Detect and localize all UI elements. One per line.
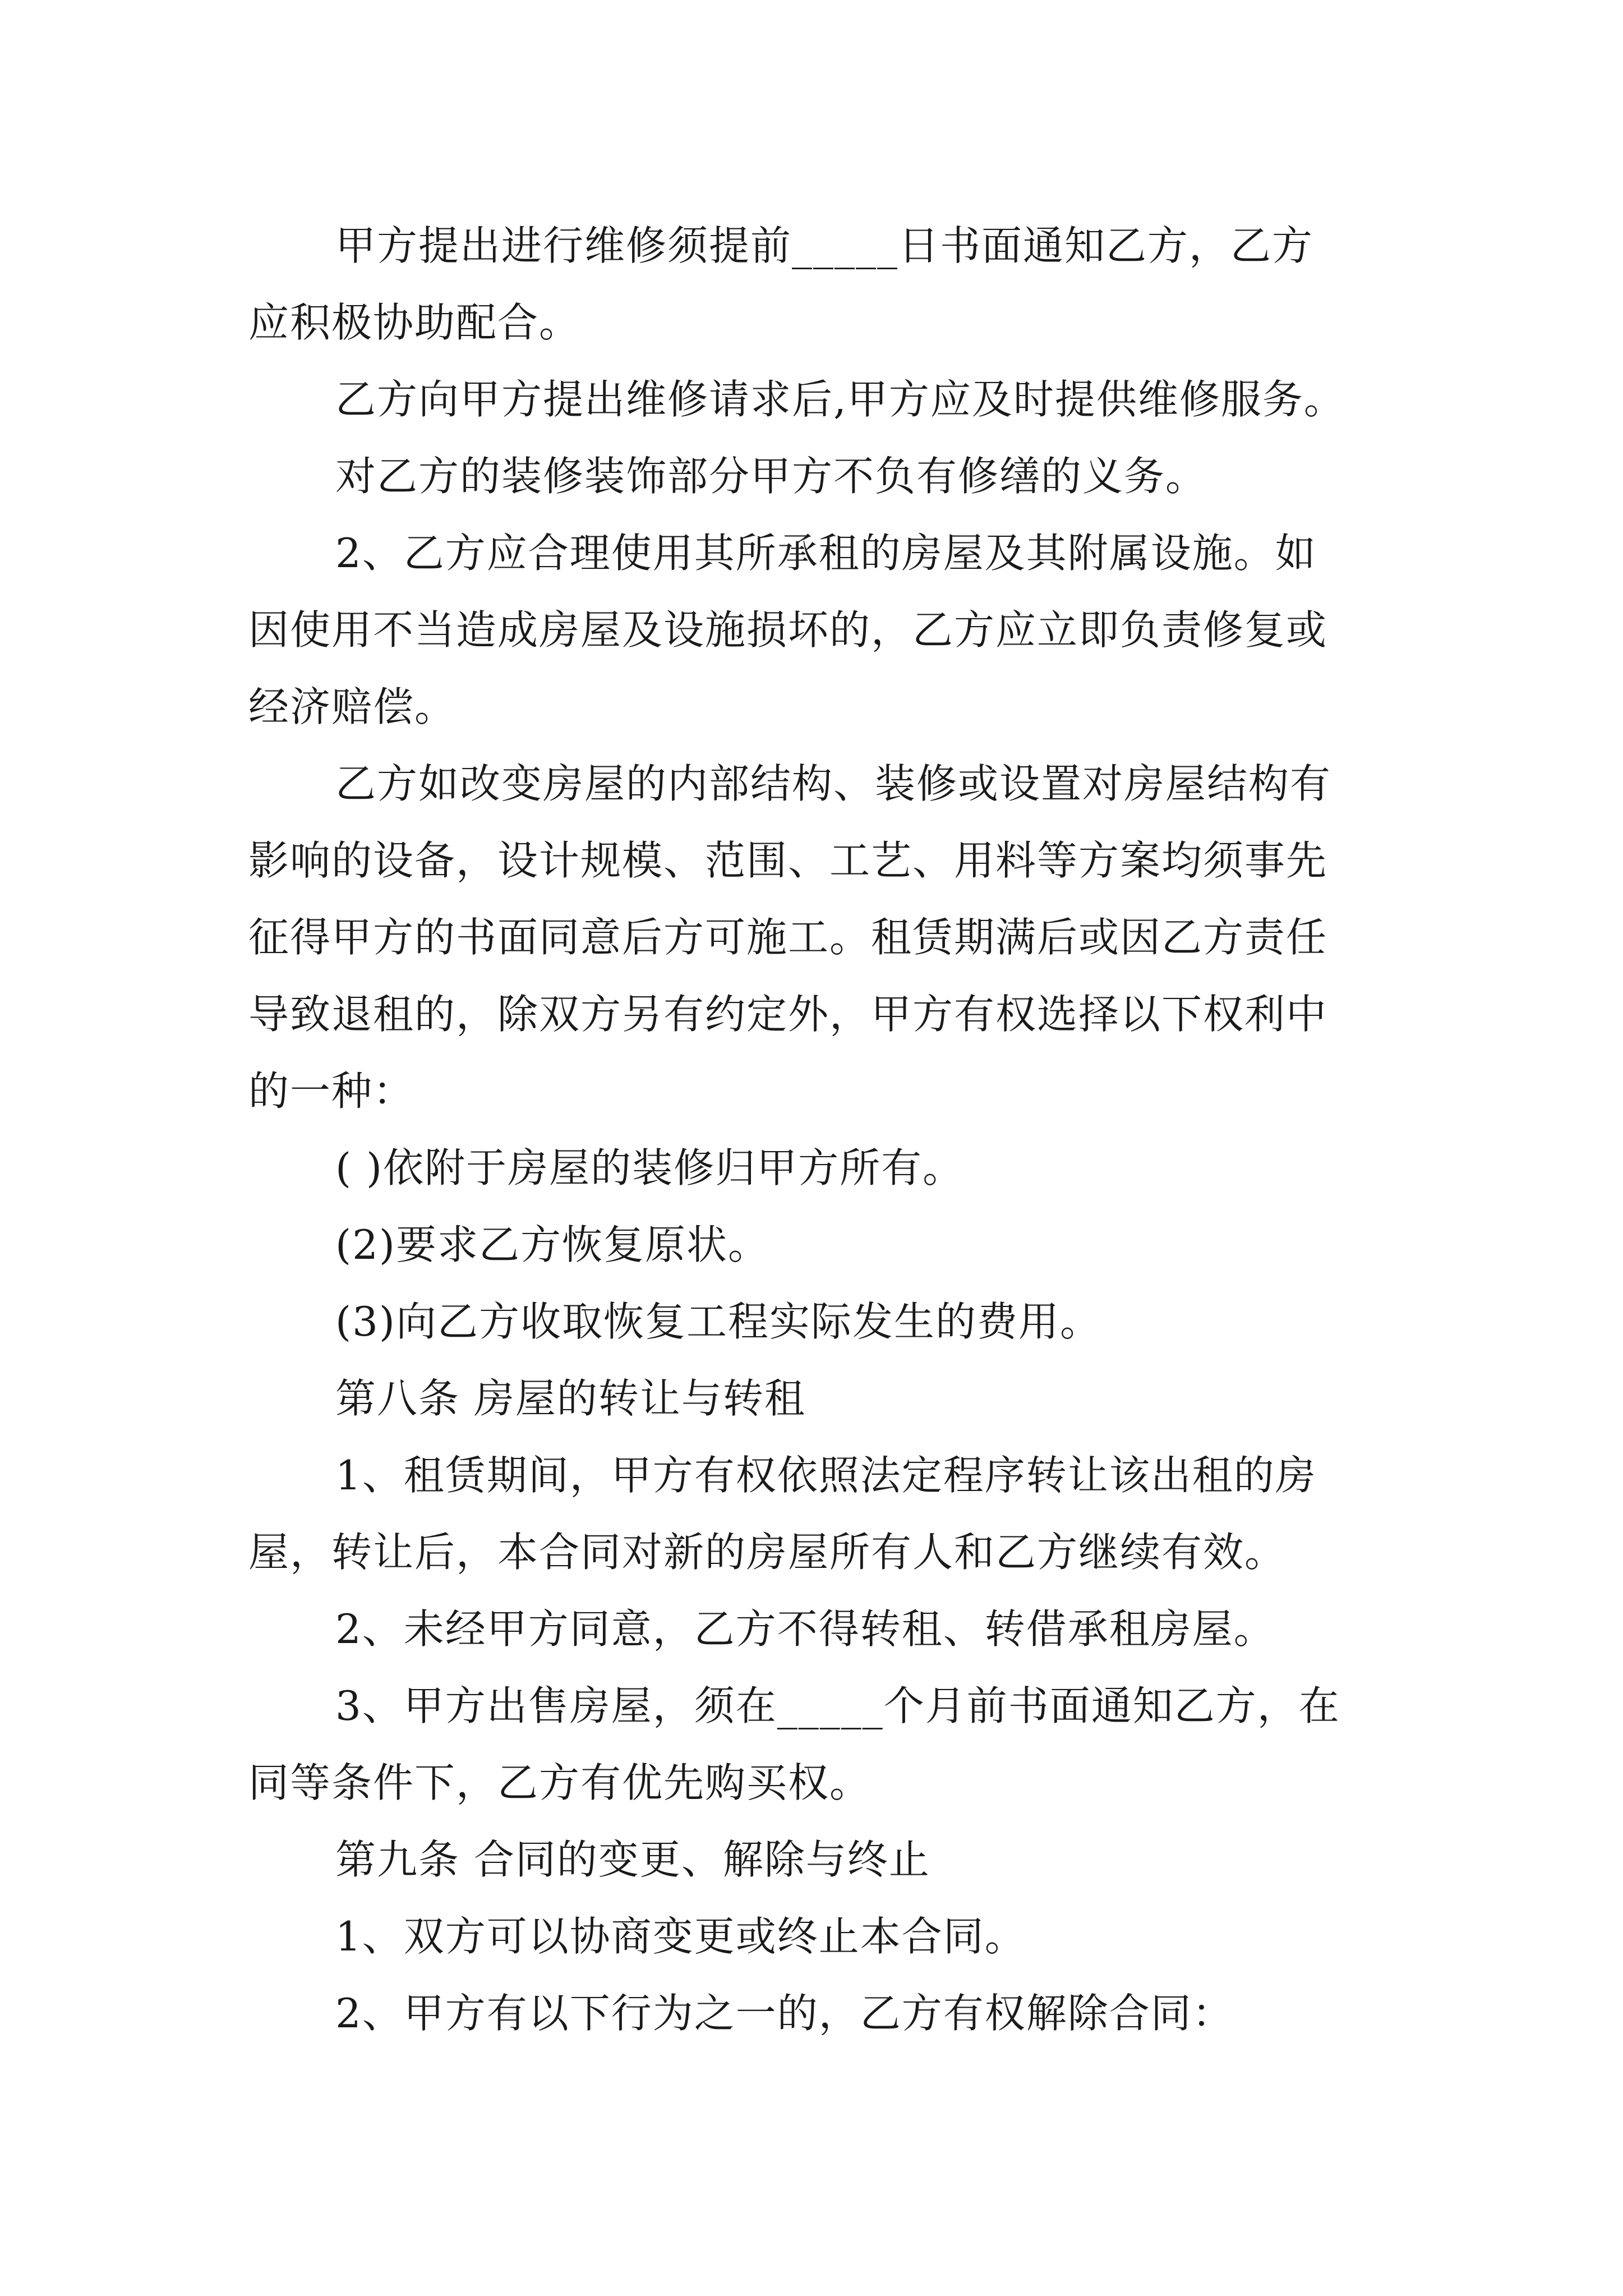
text-line: 征得甲方的书面同意后方可施工。租赁期满后或因乙方责任 bbox=[248, 914, 1328, 961]
text-line: 乙方向甲方提出维修请求后,甲方应及时提供维修服务。 bbox=[335, 376, 1345, 423]
text-line: 2、未经甲方同意，乙方不得转租、转借承租房屋。 bbox=[335, 1605, 1275, 1653]
text-line: ( )依附于房屋的装修归甲方所有。 bbox=[335, 1144, 965, 1191]
section-heading: 第八条 房屋的转让与转租 bbox=[335, 1375, 806, 1422]
text-line: 经济赔偿。 bbox=[248, 683, 457, 730]
text-line: 1、双方可以协商变更或终止本合同。 bbox=[335, 1913, 1026, 1960]
document-body bbox=[248, 208, 1415, 2052]
text-line: 影响的设备，设计规模、范围、工艺、用料等方案均须事先 bbox=[248, 837, 1328, 884]
text-line: 1、租赁期间，甲方有权依照法定程序转让该出租的房 bbox=[335, 1452, 1317, 1499]
text-line: 因使用不当造成房屋及设施损坏的，乙方应立即负责修复或 bbox=[248, 606, 1328, 654]
text-line: 屋，转让后，本合同对新的房屋所有人和乙方继续有效。 bbox=[248, 1529, 1287, 1576]
text-line: 的一种： bbox=[248, 1068, 415, 1115]
text-line: 应积极协助配合。 bbox=[248, 299, 581, 346]
text-line: (2)要求乙方恢复原状。 bbox=[335, 1221, 769, 1268]
text-line: 对乙方的装修装饰部分甲方不负有修缮的义务。 bbox=[335, 453, 1207, 500]
text-line: 2、乙方应合理使用其所承租的房屋及其附属设施。如 bbox=[335, 530, 1317, 577]
text-line: (3)向乙方收取恢复工程实际发生的费用。 bbox=[335, 1298, 1101, 1345]
text-line: 3、甲方出售房屋，须在_____个月前书面通知乙方，在 bbox=[335, 1682, 1340, 1729]
text-line: 甲方提出进行维修须提前_____日书面通知乙方，乙方 bbox=[335, 222, 1314, 269]
text-line: 同等条件下，乙方有优先购买权。 bbox=[248, 1759, 872, 1806]
text-line: 乙方如改变房屋的内部结构、装修或设置对房屋结构有 bbox=[335, 760, 1332, 807]
text-line: 导致退租的，除双方另有约定外，甲方有权选择以下权利中 bbox=[248, 991, 1328, 1038]
section-heading: 第九条 合同的变更、解除与终止 bbox=[335, 1836, 930, 1883]
text-line: 2、甲方有以下行为之一的，乙方有权解除合同： bbox=[335, 1990, 1234, 2037]
